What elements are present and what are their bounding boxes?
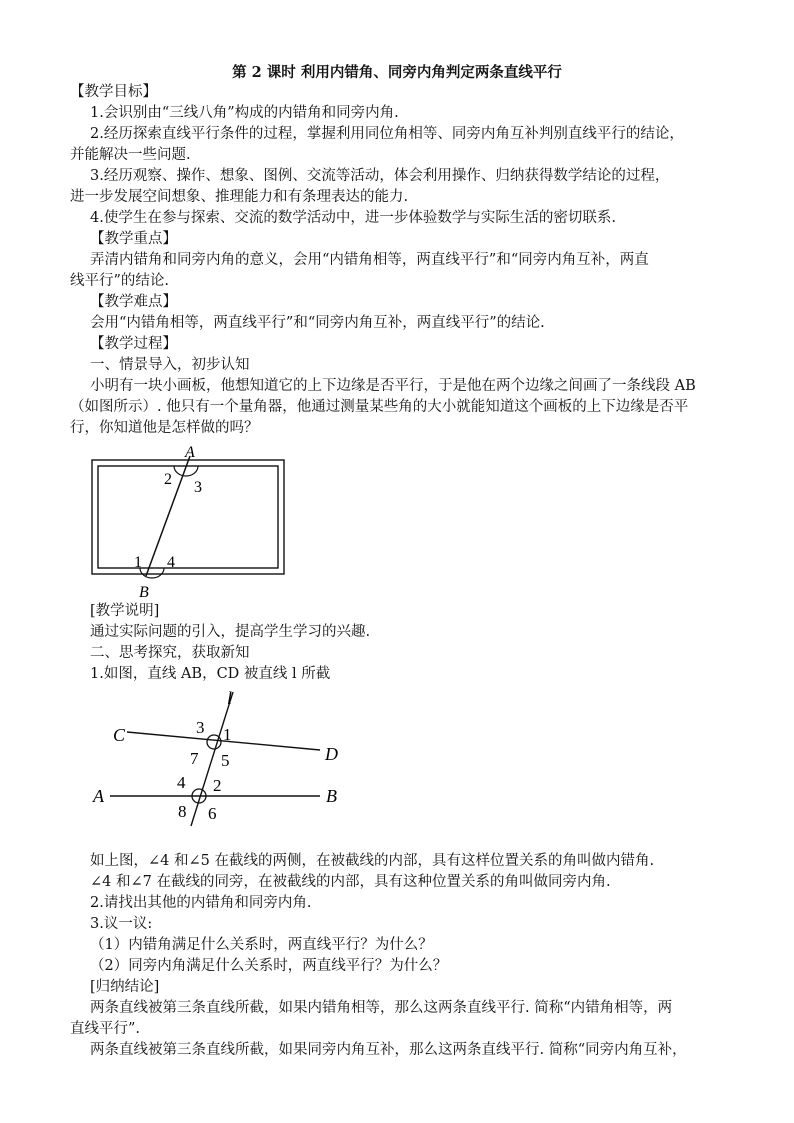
section-1-heading: 一、情景导入，初步认知 — [90, 357, 250, 373]
heading-conclusion: [归纳结论] — [90, 979, 160, 995]
angle-label-5b: 5 — [221, 751, 230, 770]
conclusion-1-cont: 直线平行”. — [70, 1021, 141, 1037]
label-a2: A — [93, 786, 104, 806]
section-2-heading: 二、思考探究，获取新知 — [90, 645, 250, 661]
objective-4: 4.使学生在参与探索、交流的数学活动中，进一步体验数学与实际生活的密切联系. — [90, 210, 616, 226]
question-3-part-1: （1）内错角满足什么关系时，两直线平行？为什么？ — [90, 937, 433, 953]
page-title: 第 2 课时 利用内错角、同旁内角判定两条直线平行 — [232, 64, 562, 81]
label-b: B — [139, 584, 149, 601]
label-l: l — [227, 688, 233, 708]
intro-problem-3: 行，你知道他是怎样做的吗？ — [70, 420, 259, 436]
intro-problem-1: 小明有一块小画板，他想知道它的上下边缘是否平行，于是他在两个边缘之间画了一条线段 AB — [90, 378, 696, 394]
objective-2: 2.经历探索直线平行条件的过程，掌握利用同位角相等、同旁内角互补判别直线平行的结论， — [90, 126, 684, 142]
same-side-interior-definition: ∠4 和∠7 在截线的同旁，在被截线的内部，具有这种位置关系的角叫做同旁内角. — [90, 874, 611, 890]
conclusion-2: 两条直线被第三条直线所截，如果同旁内角互补，那么这两条直线平行. 简称“同旁内角互补， — [90, 1042, 687, 1058]
angle-label-4b: 4 — [177, 773, 186, 792]
label-c: C — [113, 725, 126, 745]
difficulties-text: 会用“内错角相等，两直线平行”和“同旁内角互补，两直线平行”的结论. — [90, 315, 545, 331]
heading-key-points: 【教学重点】 — [90, 231, 177, 247]
board-inner-border — [98, 466, 278, 568]
objective-2-cont: 并能解决一些问题. — [70, 147, 191, 163]
alternate-interior-definition: 如上图，∠4 和∠5 在截线的两侧，在被截线的内部，具有这样位置关系的角叫做内错角. — [90, 853, 655, 869]
teaching-note-text: 通过实际问题的引入，提高学生学习的兴趣. — [90, 624, 371, 640]
angle-label-1: 1 — [134, 554, 142, 571]
board-outer-border — [92, 460, 284, 574]
label-a: A — [185, 444, 195, 461]
angle-label-7b: 7 — [190, 749, 199, 768]
angle-label-2: 2 — [164, 471, 172, 488]
angle-label-6b: 6 — [208, 804, 217, 823]
question-3: 3.议一议: — [90, 916, 153, 932]
key-points-text-cont: 线平行”的结论. — [70, 273, 170, 289]
question-2: 2.请找出其他的内错角和同旁内角. — [90, 895, 312, 911]
heading-difficulties: 【教学难点】 — [90, 294, 177, 310]
angle-label-3b: 3 — [196, 718, 205, 737]
question-3-part-2: （2）同旁内角满足什么关系时，两直线平行？为什么？ — [90, 958, 448, 974]
angle-arc-bottom — [140, 568, 164, 578]
drawing-board-figure — [88, 442, 288, 602]
heading-objectives: 【教学目标】 — [70, 84, 157, 100]
angle-label-1b: 1 — [223, 725, 232, 744]
objective-3-cont: 进一步发展空间想象、推理能力和有条理表达的能力. — [70, 189, 409, 205]
heading-teaching-note: [教学说明] — [90, 603, 160, 619]
intro-problem-2: （如图所示）. 他只有一个量角器，他通过测量某些角的大小就能知道这个画板的上下边缘是否平 — [70, 399, 689, 415]
key-points-text: 弄清内错角和同旁内角的意义，会用“内错角相等，两直线平行”和“同旁内角互补，两直 — [90, 252, 649, 268]
label-d: D — [325, 744, 338, 764]
angle-label-3: 3 — [194, 479, 202, 496]
intersection-upper — [207, 735, 221, 749]
angle-label-4: 4 — [167, 554, 175, 571]
heading-process: 【教学过程】 — [90, 336, 177, 352]
question-1: 1.如图，直线 AB，CD 被直线 l 所截 — [90, 666, 331, 682]
angle-label-8b: 8 — [178, 802, 187, 821]
transversal-figure — [88, 688, 358, 828]
objective-1: 1.会识别由“三线八角”构成的内错角和同旁内角. — [90, 105, 399, 121]
label-b2: B — [326, 786, 337, 806]
angle-label-2b: 2 — [213, 776, 222, 795]
objective-3: 3.经历观察、操作、想象、图例、交流等活动，体会利用操作、归纳获得数学结论的过程， — [90, 168, 670, 184]
conclusion-1: 两条直线被第三条直线所截，如果内错角相等，那么这两条直线平行. 简称“内错角相等，两 — [90, 1000, 673, 1016]
